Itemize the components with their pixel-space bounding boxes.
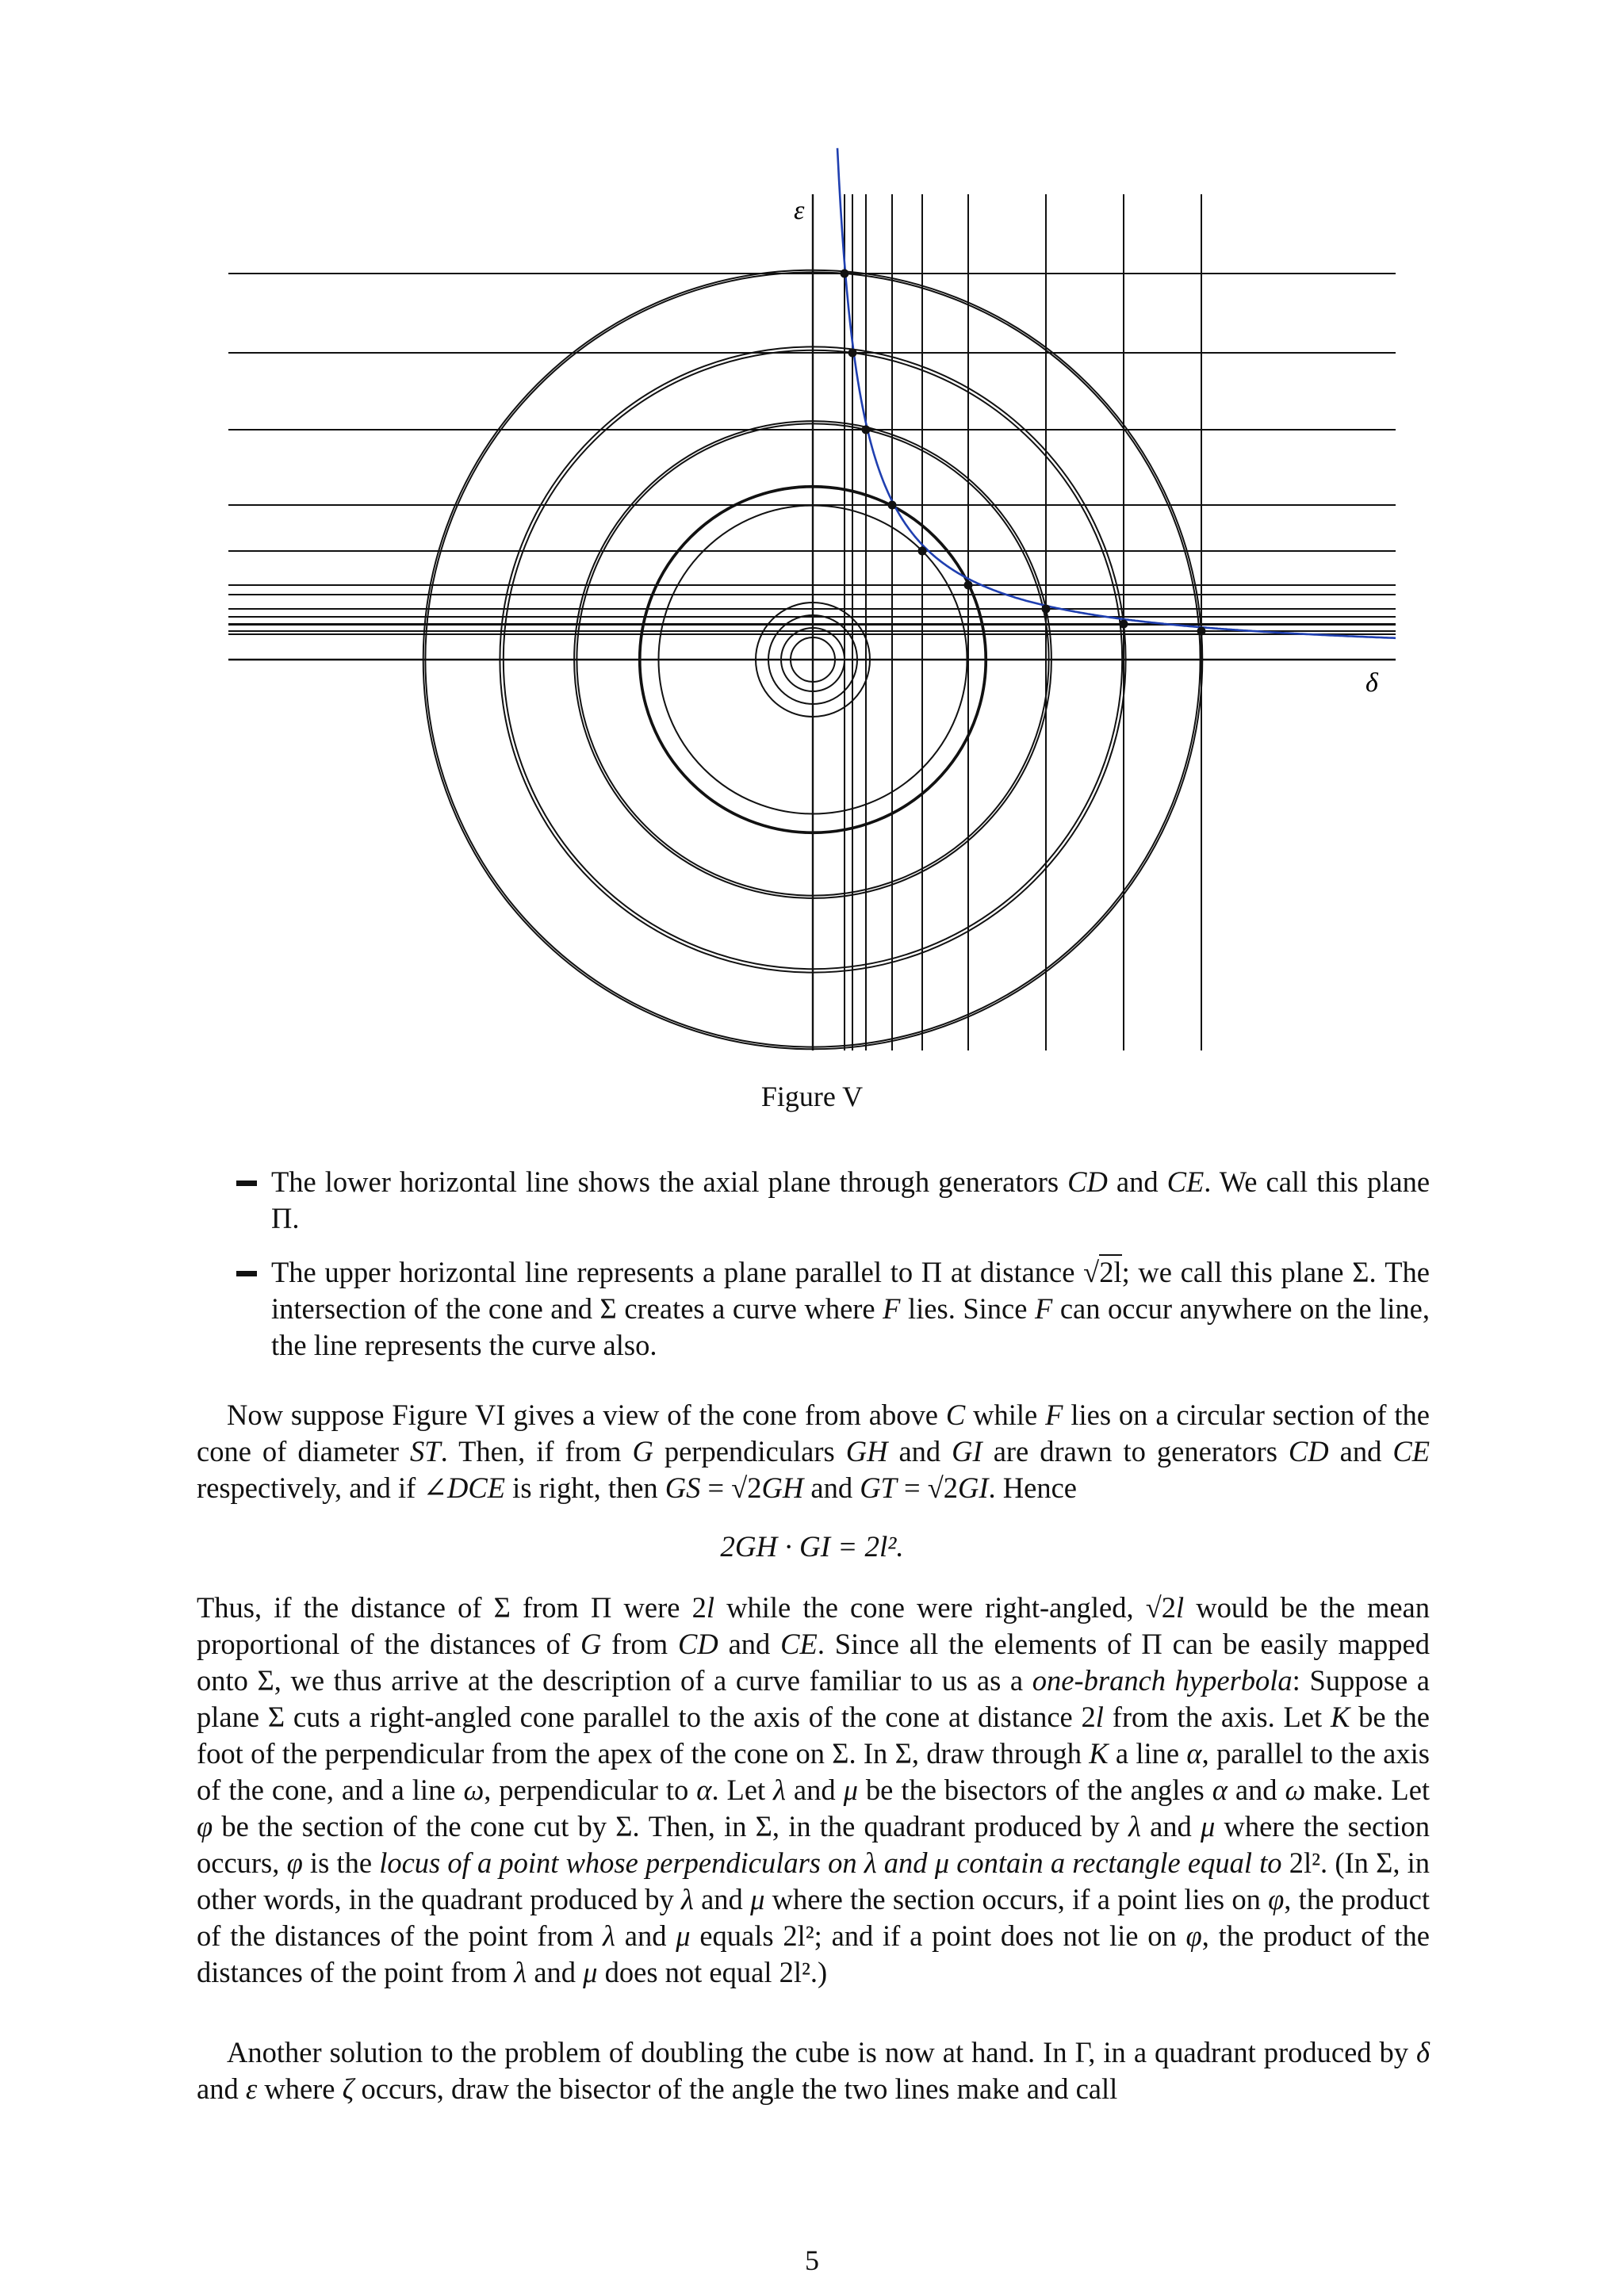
var: ω	[463, 1774, 485, 1806]
text: does not equal 2l².)	[597, 1956, 828, 1988]
var: CE	[1166, 1165, 1205, 1198]
var: α	[1212, 1774, 1228, 1806]
intersection-point	[964, 581, 973, 590]
text: are drawn to generators	[982, 1435, 1289, 1468]
text: and	[803, 1471, 860, 1504]
bullet-text: and	[1107, 1165, 1167, 1198]
intersection-points	[841, 270, 1206, 636]
bullet-text: . We call this plane Π.	[271, 1165, 1431, 1234]
text: and	[615, 1919, 676, 1952]
var: CD	[1067, 1165, 1108, 1198]
bullet-dash-icon	[236, 1181, 257, 1186]
paragraph-1	[197, 1397, 1430, 1506]
text: and	[1140, 1810, 1201, 1843]
var: ζ	[342, 2072, 354, 2105]
text: from	[601, 1628, 678, 1660]
text: from the axis. Let	[1103, 1701, 1331, 1733]
text: respectively, and if ∠	[197, 1471, 448, 1504]
var: CE	[780, 1628, 818, 1660]
var: φ	[286, 1846, 303, 1879]
text: lies on a circular section of the cone of diameter	[197, 1399, 1430, 1468]
bullet-text: lies. Since	[900, 1292, 1035, 1325]
text: and	[718, 1628, 781, 1660]
var: φ	[1268, 1883, 1285, 1915]
text: . Let	[711, 1774, 774, 1806]
text: 2l². (In Σ, in other words, in the quadrant produced by	[197, 1846, 1431, 1915]
var: CD	[678, 1628, 718, 1660]
text: where the section occurs,	[197, 1810, 1430, 1879]
var: μ	[750, 1883, 765, 1915]
bullet-text: The upper horizontal line represents a plane parallel to Π at distance	[271, 1256, 1084, 1288]
text: and	[1227, 1774, 1285, 1806]
var: α	[1186, 1737, 1202, 1770]
intersection-point	[841, 270, 849, 278]
var: μ	[676, 1919, 691, 1952]
text: . Hence	[988, 1471, 1077, 1504]
text: , the product of the distances of the point from	[197, 1883, 1431, 1952]
var: ST	[410, 1435, 441, 1468]
bullet-text: can occur anywhere on the line, the line represents the curve also.	[271, 1292, 1430, 1361]
paragraph-2	[197, 1590, 1430, 1991]
bullet-item	[197, 1164, 1430, 1237]
figure-v-diagram	[0, 0, 1624, 1062]
var: μ	[843, 1774, 858, 1806]
figure-caption: Figure V	[760, 1081, 864, 1112]
intersection-point	[848, 349, 857, 358]
text: : Suppose a plane Σ cuts a right-angled cone parallel to the axis of the cone at distance 2	[197, 1664, 1430, 1733]
var: δ	[1416, 2036, 1430, 2068]
var: DCE	[447, 1471, 506, 1504]
text: . Since all the elements of Π can be easily mapped onto Σ, we thus arrive at the description of a curve familiar to us as a	[197, 1628, 1431, 1697]
var: one-branch hyperbola	[1032, 1664, 1293, 1697]
text: and	[1328, 1435, 1393, 1468]
text: perpendiculars	[653, 1435, 846, 1468]
var: G	[632, 1435, 653, 1468]
text: Now suppose Figure VI gives a view of the cone from above	[227, 1399, 946, 1431]
text: Another solution to the problem of doubling the cube is now at hand. In Γ, in a quadrant produced by	[227, 2036, 1417, 2068]
intersection-point	[888, 501, 897, 510]
var: λ	[1128, 1810, 1141, 1843]
intersection-point	[1042, 605, 1051, 614]
var: F	[1034, 1292, 1053, 1325]
text: , the product of the distances of the point from	[197, 1919, 1430, 1988]
var: μ	[583, 1956, 598, 1988]
sqrt-icon: √	[1083, 1256, 1100, 1288]
bullet-text: The lower horizontal line shows the axial plane through generators	[271, 1165, 1068, 1198]
intersection-point	[1197, 627, 1206, 636]
var: GT	[860, 1471, 897, 1504]
text: and	[785, 1774, 844, 1806]
text: and	[527, 1956, 584, 1988]
var: GI	[952, 1435, 982, 1468]
var: ε	[245, 2072, 258, 2105]
text: . Then, if from	[440, 1435, 633, 1468]
var: K	[1089, 1737, 1109, 1770]
text: make. Let	[1305, 1774, 1431, 1806]
var: λ	[773, 1774, 786, 1806]
paragraph-3	[197, 2034, 1430, 2107]
var: ω	[1285, 1774, 1306, 1806]
var: F	[1045, 1399, 1063, 1431]
text: would be the mean proportional of the distances of	[197, 1591, 1430, 1660]
var: GS	[665, 1471, 701, 1504]
page-number: 5	[805, 2244, 819, 2276]
var: F	[883, 1292, 901, 1325]
var: φ	[197, 1810, 213, 1843]
var: φ	[1185, 1919, 1202, 1952]
text: , parallel to the axis of the cone, and a line	[197, 1737, 1430, 1806]
bullet-text: ; we call this plane Σ. The intersection of the cone and Σ creates a curve where	[271, 1256, 1431, 1325]
text: and	[197, 2072, 246, 2105]
text: and	[887, 1435, 952, 1468]
intersection-point	[918, 547, 927, 556]
var: GI	[958, 1471, 989, 1504]
var: l	[1176, 1591, 1185, 1624]
text: and	[693, 1883, 751, 1915]
text: Thus, if the distance of Σ from Π were 2	[197, 1591, 707, 1624]
delta-label: δ	[1365, 668, 1378, 698]
var: λ	[681, 1883, 694, 1915]
var: l	[706, 1591, 714, 1624]
equation: 2GH · GI = 2l².	[720, 1531, 904, 1563]
var: G	[580, 1628, 602, 1660]
var: α	[696, 1774, 712, 1806]
bullet-dash-icon	[236, 1271, 257, 1276]
var: λ	[514, 1956, 527, 1988]
var: CE	[1392, 1435, 1431, 1468]
sqrt-value: 2l	[1099, 1256, 1122, 1288]
var: GH	[845, 1435, 888, 1468]
text: equals 2l²; and if a point does not lie on	[690, 1919, 1186, 1952]
intersection-point	[1120, 620, 1128, 629]
text: be the bisectors of the angles	[857, 1774, 1212, 1806]
text: , perpendicular to	[484, 1774, 697, 1806]
text: be the foot of the perpendicular from the apex of the cone on Σ. In Σ, draw through	[197, 1701, 1430, 1770]
text: be the section of the cone cut by Σ. Then, in Σ, in the quadrant produced by	[213, 1810, 1129, 1843]
italic-phrase: locus of a point whose perpendiculars on λ and μ contain a rectangle equal to	[379, 1846, 1282, 1879]
var: K	[1331, 1701, 1350, 1733]
text: = √2	[700, 1471, 762, 1504]
text: while the cone were right-angled, √2	[714, 1591, 1177, 1624]
text: occurs, draw the bisector of the angle the two lines make and call	[354, 2072, 1118, 2105]
text: while	[965, 1399, 1046, 1431]
epsilon-label: ε	[794, 196, 805, 225]
text: = √2	[896, 1471, 958, 1504]
text: is the	[302, 1846, 380, 1879]
var: l	[1095, 1701, 1104, 1733]
text: where the section occurs, if a point lies on	[764, 1883, 1269, 1915]
var: μ	[1200, 1810, 1216, 1843]
bullet-list	[197, 1164, 1430, 1381]
var: CD	[1288, 1435, 1329, 1468]
bullet-item	[197, 1254, 1430, 1364]
var: C	[945, 1399, 966, 1431]
text: where	[257, 2072, 343, 2105]
hyperbola-curve	[837, 148, 1396, 638]
var: λ	[603, 1919, 615, 1952]
var: GH	[761, 1471, 804, 1504]
text: a line	[1108, 1737, 1187, 1770]
text: is right, then	[505, 1471, 665, 1504]
intersection-point	[862, 426, 871, 434]
